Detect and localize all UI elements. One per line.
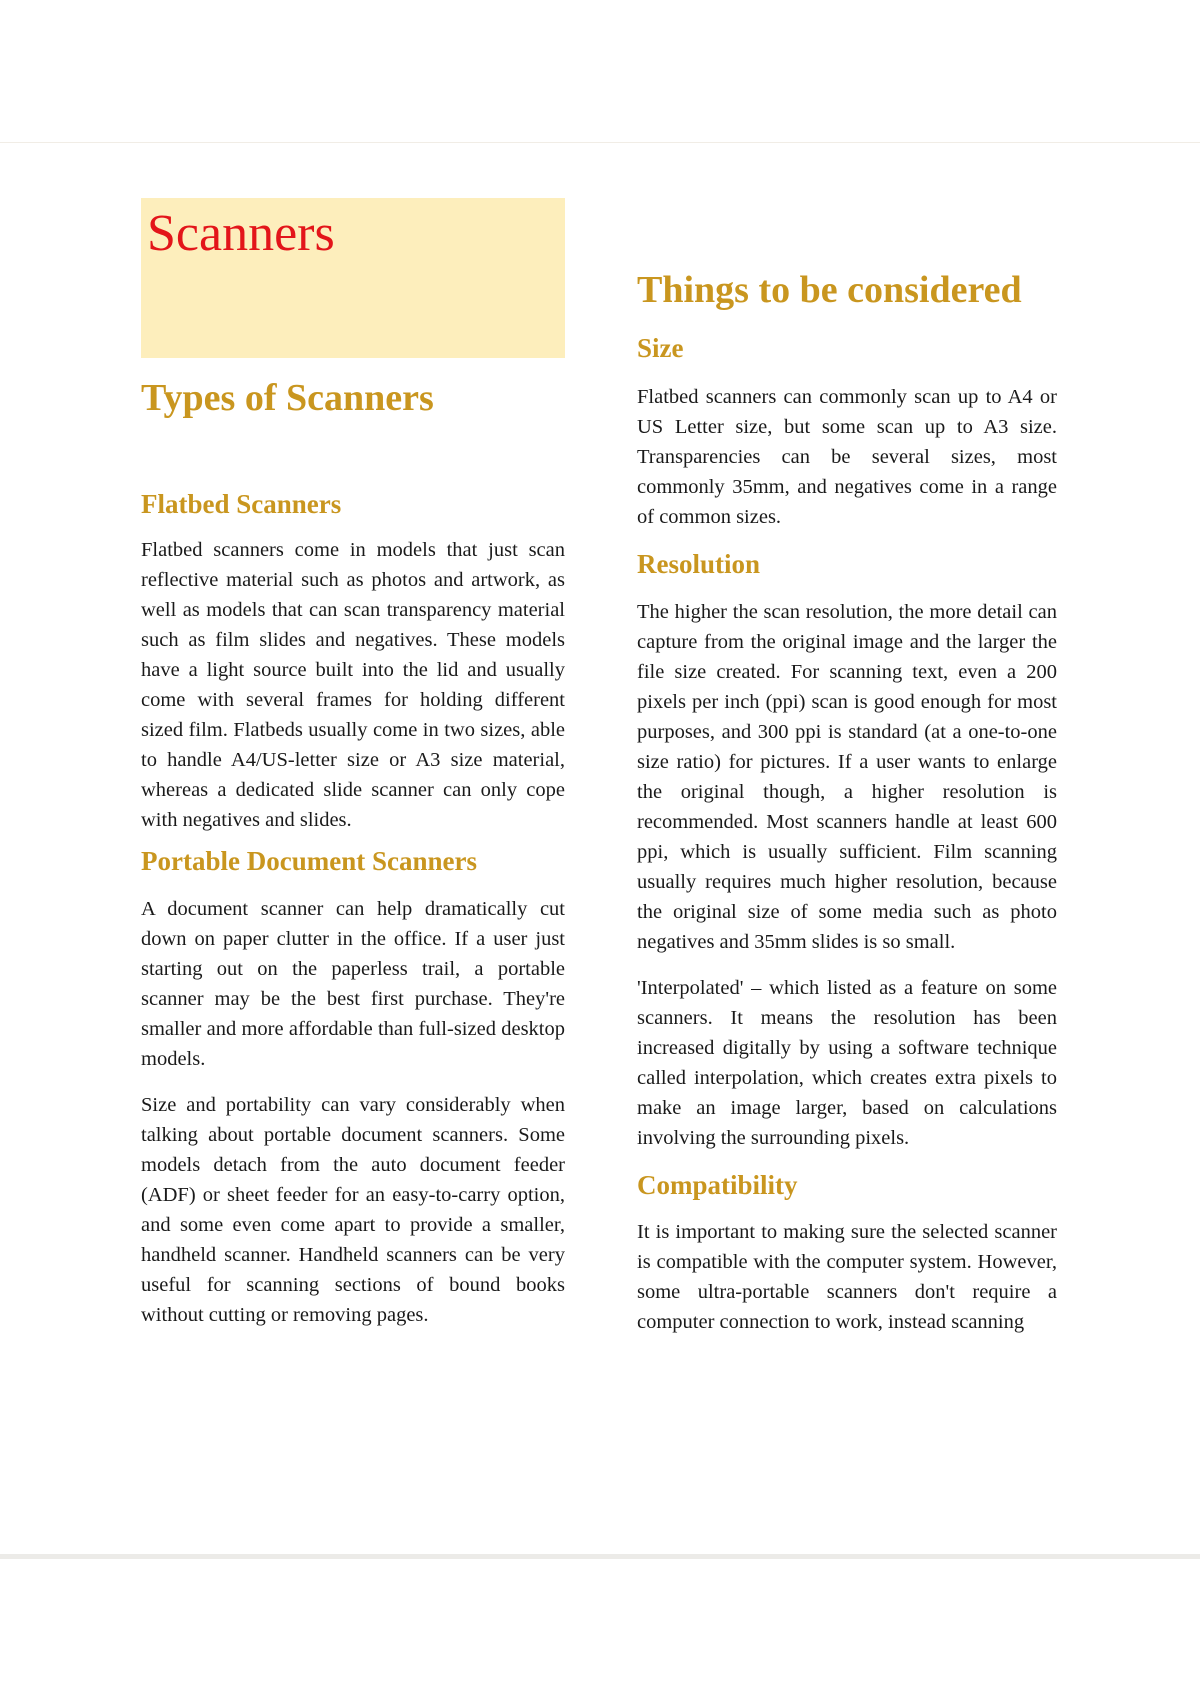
bottom-divider [0, 1554, 1200, 1559]
flatbed-heading: Flatbed Scanners [141, 488, 342, 519]
compatibility-paragraph: It is important to making sure the selected scanner is compatible with the computer system. However, some ultra-portable scanners don't require a computer connection to work, instead scanning [637, 1220, 1057, 1333]
top-divider [0, 142, 1200, 143]
document-title: Scanners [147, 205, 335, 262]
size-paragraph: Flatbed scanners can commonly scan up to A4 or US Letter size, but some scan up to A3 size. Transparencies can be several sizes, most commonly 35mm, and negatives come in a range of common sizes. [637, 386, 1057, 529]
portable-paragraph-1: A document scanner can help dramatically cut down on paper clutter in the office. If a user just starting out on the paperless trail, a portable scanner may be the best first purchase. They're smaller and more affordable than full-sized desktop models. [141, 897, 565, 1070]
considerations-heading: Things to be considered [637, 269, 1022, 311]
portable-paragraph-2: Size and portability can vary considerably when talking about portable document scanners. Some models detach from the auto document feeder (ADF) or sheet feeder for an easy-to-carry option, and some even come apart to provide a smaller, handheld scanner. Handheld scanners can be very useful for scanning sections of bound books without cutting or removing pages. [141, 1093, 565, 1326]
title-box [141, 198, 565, 358]
flatbed-paragraph: Flatbed scanners come in models that just scan reflective material such as photos and artwork, as well as models that can scan transparency material such as film slides and negatives. These models have a light source built into the lid and usually come with several frames for holding different sized film. Flatbeds usually come in two sizes, able to handle A4/US-letter size or A3 size material, whereas a dedicated slide scanner can only cope with negatives and slides. [141, 539, 565, 832]
left-column [141, 198, 565, 1330]
resolution-heading: Resolution [637, 549, 761, 580]
right-column [637, 270, 1057, 1337]
size-heading: Size [637, 332, 684, 363]
portable-heading: Portable Document Scanners [141, 846, 477, 877]
resolution-paragraph-2: 'Interpolated' – which listed as a feature on some scanners. It means the resolution has been increased digitally by using a software technique called interpolation, which creates extra pixels to make an image larger, based on calculations involving the surrounding pixels. [637, 976, 1057, 1149]
types-heading: Types of Scanners [141, 377, 434, 419]
compatibility-heading: Compatibility [637, 1169, 798, 1200]
resolution-paragraph-1: The higher the scan resolution, the more detail can capture from the original image and the larger the file size created. For scanning text, even a 200 pixels per inch (ppi) scan is good enough for most purposes, and 300 ppi is standard (at a one-to-one size ratio) for pictures. If a user wants to enlarge the original though, a higher resolution is recommended. Most scanners handle at least 600 ppi, which is usually sufficient. Film scanning usually requires much higher resolution, because the original size of some media such as photo negatives and 35mm slides is so small. [637, 600, 1057, 953]
